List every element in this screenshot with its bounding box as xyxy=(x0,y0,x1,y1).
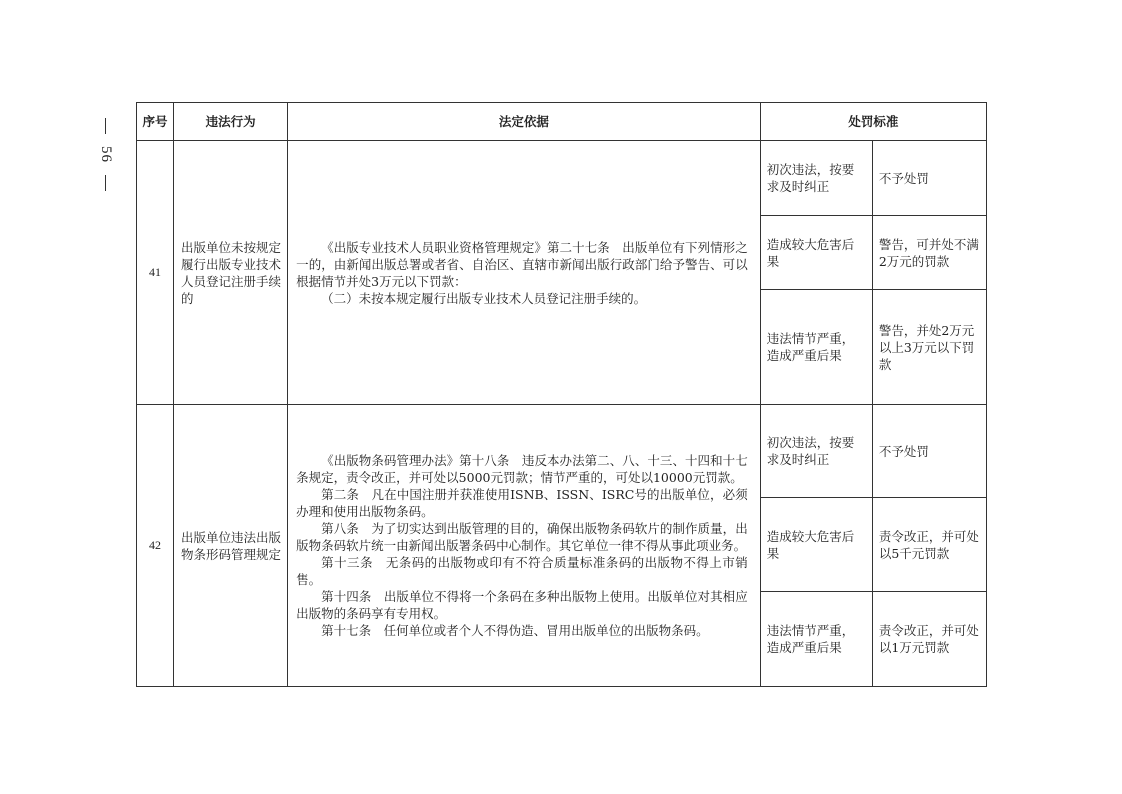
standard-condition: 造成较大危害后果 xyxy=(760,216,872,290)
legal-basis xyxy=(288,405,761,687)
page-number-dash-top xyxy=(105,118,106,134)
table-header-row xyxy=(137,103,987,141)
basis-paragraph: 第八条 为了切实达到出版管理的目的，确保出版物条码软片的制作质量，出版物条码软片统一由新闻出版署条码中心制作。其它单位一律不得从事此项业务。 xyxy=(296,521,748,553)
page-number-dash-bottom xyxy=(105,175,106,191)
basis-paragraph: （二）未按本规定履行出版专业技术人员登记注册手续的。 xyxy=(321,290,647,306)
standard-condition: 初次违法，按要求及时纠正 xyxy=(760,141,872,216)
basis-paragraph: 第十四条 出版单位不得将一个条码在多种出版物上使用。出版单位对其相应出版物的条码享有专用权。 xyxy=(296,589,748,621)
penalty-table xyxy=(136,102,987,687)
basis-paragraph: 第二条 凡在中国注册并获准使用ISNB、ISSN、ISRC号的出版单位，必须办理和使用出版物条码。 xyxy=(296,487,748,519)
basis-paragraph: 《出版物条码管理办法》第十八条 违反本办法第二、八、十三、十四和十七条规定，责令改正，并可处以5000元罚款；情节严重的，可处以10000元罚款。 xyxy=(296,453,748,485)
violation-act: 出版单位未按规定履行出版专业技术人员登记注册手续的 xyxy=(174,141,288,405)
table-row xyxy=(137,141,987,216)
header-act: 违法行为 xyxy=(174,103,288,141)
standard-penalty: 责令改正，并可处以1万元罚款 xyxy=(872,592,986,687)
page-number xyxy=(92,118,118,218)
row-number: 42 xyxy=(137,405,174,687)
standard-penalty: 责令改正，并可处以5千元罚款 xyxy=(872,498,986,592)
header-basis: 法定依据 xyxy=(288,103,761,141)
basis-paragraph: 第十七条 任何单位或者个人不得伪造、冒用出版单位的出版物条码。 xyxy=(321,623,709,638)
header-penalty: 处罚标准 xyxy=(760,103,986,141)
violation-act: 出版单位违法出版物条形码管理规定 xyxy=(174,405,288,687)
row-number: 41 xyxy=(137,141,174,405)
standard-condition: 造成较大危害后果 xyxy=(760,498,872,592)
standard-penalty: 不予处罚 xyxy=(872,405,986,498)
header-no: 序号 xyxy=(137,103,174,141)
basis-paragraph: 第十三条 无条码的出版物或印有不符合质量标准条码的出版物不得上市销售。 xyxy=(296,555,748,587)
standard-penalty: 警告，并处2万元以上3万元以下罚款 xyxy=(872,290,986,405)
table-row xyxy=(137,405,987,498)
standard-condition: 初次违法，按要求及时纠正 xyxy=(760,405,872,498)
standard-condition: 违法情节严重，造成严重后果 xyxy=(760,290,872,405)
legal-basis xyxy=(288,141,761,405)
page-number-text: 56 xyxy=(97,146,114,163)
standard-penalty: 不予处罚 xyxy=(872,141,986,216)
standard-penalty: 警告，可并处不满2万元的罚款 xyxy=(872,216,986,290)
standard-condition: 违法情节严重，造成严重后果 xyxy=(760,592,872,687)
basis-paragraph: 《出版专业技术人员职业资格管理规定》第二十七条 出版单位有下列情形之一的，由新闻出版总署或者省、自治区、直辖市新闻出版行政部门给予警告、可以根据情节并处3万元以下罚款： xyxy=(296,239,748,289)
